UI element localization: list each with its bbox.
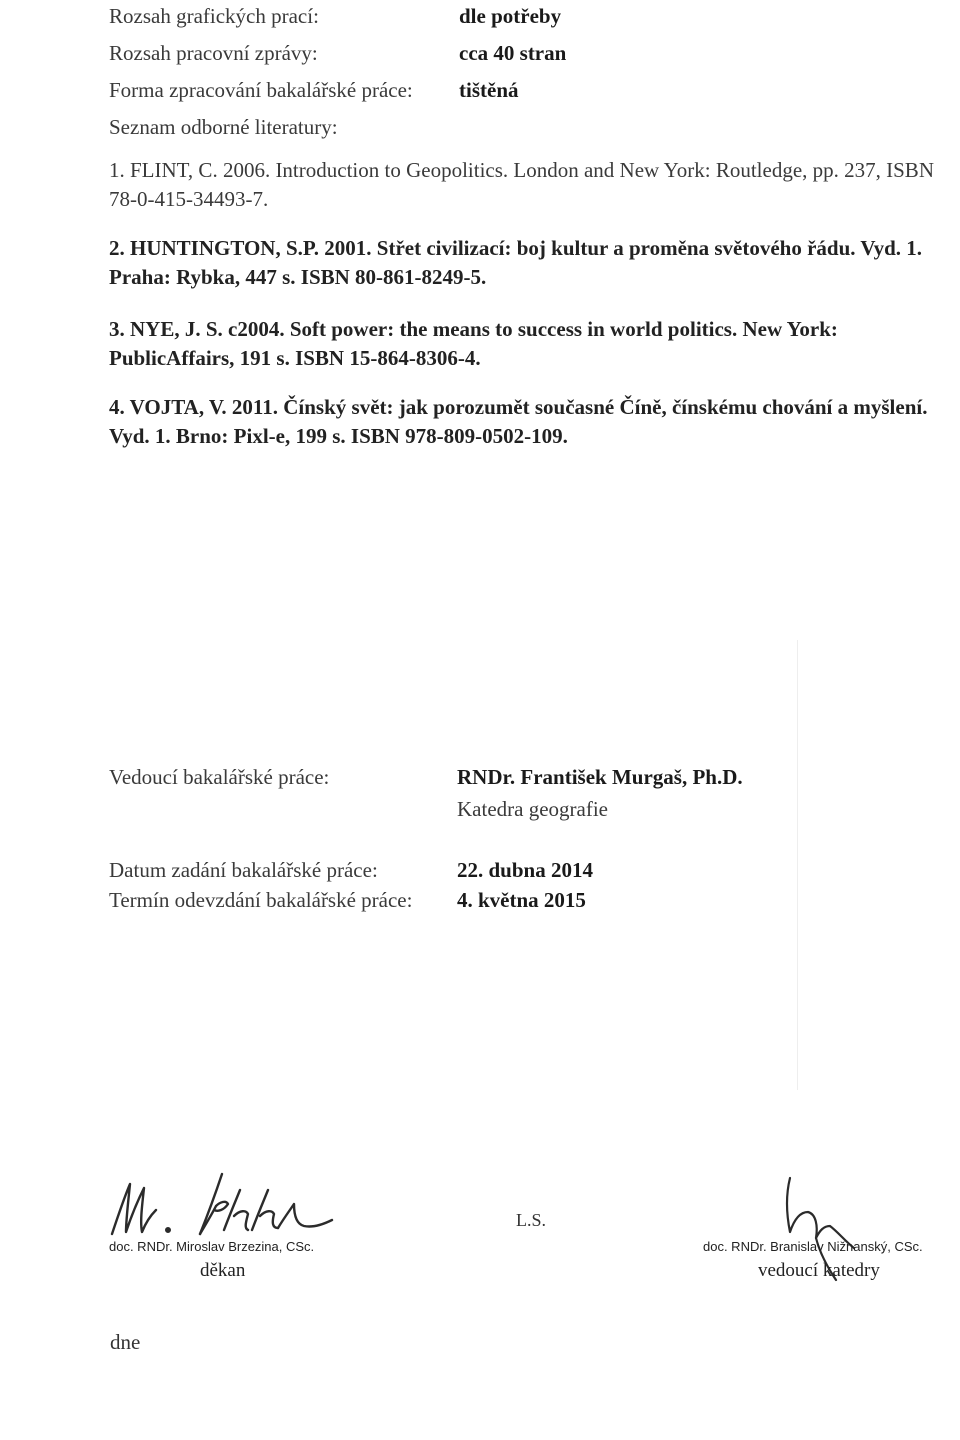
date-submit-value: 4. května 2015 <box>457 888 586 912</box>
reference-item: 2. HUNTINGTON, S.P. 2001. Střet civilizací: boj kultur a proměna světového řádu. Vyd. 1. Praha: Rybka, 447 s. ISBN 80-861-8249-5. <box>109 236 923 289</box>
supervisor-dept-row <box>457 797 608 822</box>
info-value: dle potřeby <box>459 4 562 28</box>
info-row-report <box>109 41 567 66</box>
supervisor-dept: Katedra geografie <box>457 797 608 821</box>
stamp-ls: L.S. <box>516 1210 547 1230</box>
date-submit-row <box>109 888 586 913</box>
reference-item: 4. VOJTA, V. 2011. Čínský svět: jak porozumět současné Číně, čínskému chování a myšlení. Vyd. 1. Brno: Pixl-e, 199 s. ISBN 978-809-0502-109. <box>109 395 928 448</box>
info-value: cca 40 stran <box>459 41 567 65</box>
date-submit-label: Termín odevzdání bakalářské práce: <box>109 888 413 912</box>
reference-item: 3. NYE, J. S. c2004. Soft power: the means to success in world politics. New York: PublicAffairs, 191 s. ISBN 15-864-8306-4. <box>109 317 838 370</box>
head-name: doc. RNDr. Branislav Nižnanský, CSc. <box>703 1239 923 1254</box>
info-label: Forma zpracování bakalářské práce: <box>109 78 413 102</box>
dean-role: děkan <box>200 1260 246 1281</box>
supervisor-name: RNDr. František Murgaš, Ph.D. <box>457 765 743 789</box>
date-field-dne: dne <box>110 1330 141 1354</box>
dean-name: doc. RNDr. Miroslav Brzezina, CSc. <box>109 1239 315 1254</box>
supervisor-row <box>109 765 743 790</box>
info-label: Rozsah pracovní zprávy: <box>109 41 318 65</box>
supervisor-label: Vedoucí bakalářské práce: <box>109 765 330 789</box>
info-label: Seznam odborné literatury: <box>109 115 338 139</box>
scan-artifact-line <box>797 640 798 1090</box>
info-row-literature <box>109 115 338 140</box>
date-assigned-row <box>109 858 593 883</box>
info-row-graphics <box>109 4 562 29</box>
dean-signature <box>108 1170 338 1242</box>
date-assigned-label: Datum zadání bakalářské práce: <box>109 858 378 882</box>
reference-item: 1. FLINT, C. 2006. Introduction to Geopolitics. London and New York: Routledge, pp. 237, ISBN 78-0-415-34493-7. <box>109 158 934 211</box>
info-label: Rozsah grafických prací: <box>109 4 319 28</box>
head-role: vedoucí katedry <box>758 1260 880 1281</box>
info-row-form <box>109 78 519 103</box>
info-value: tištěná <box>459 78 519 102</box>
date-assigned-value: 22. dubna 2014 <box>457 858 593 882</box>
